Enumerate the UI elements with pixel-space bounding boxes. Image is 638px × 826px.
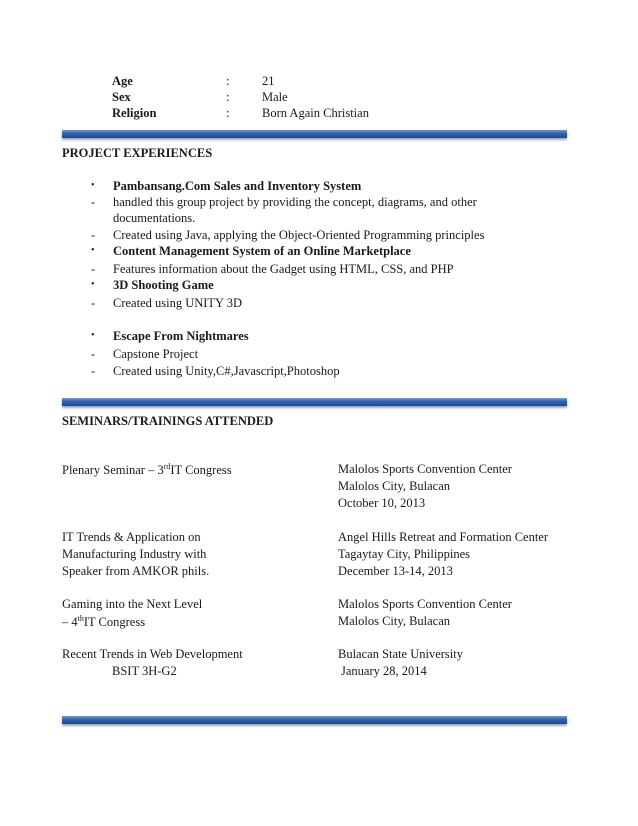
religion-value: Born Again Christian bbox=[262, 106, 369, 120]
seminar-date: October 10, 2013 bbox=[338, 496, 426, 510]
seminar-location: Malolos City, Bulacan bbox=[338, 479, 451, 493]
bullet-icon: • bbox=[91, 279, 95, 290]
seminar-venue: Bulacan State University bbox=[338, 647, 463, 661]
ordinal-suffix: rd bbox=[163, 462, 171, 471]
projects-heading: PROJECT EXPERIENCES bbox=[62, 146, 213, 160]
project-detail: Created using Unity,C#,Javascript,Photoshop bbox=[113, 364, 340, 378]
project-detail: documentations. bbox=[113, 211, 196, 225]
seminar-title-text: IT Congress bbox=[83, 615, 146, 630]
bullet-icon: • bbox=[91, 245, 95, 256]
dash-marker: - bbox=[91, 347, 96, 361]
section-divider bbox=[62, 398, 567, 406]
section-divider bbox=[62, 716, 567, 724]
ordinal-suffix: th bbox=[77, 614, 84, 623]
project-title: Pambansang.Com Sales and Inventory System bbox=[113, 179, 362, 193]
sex-value: Male bbox=[262, 90, 288, 104]
project-detail: Created using UNITY 3D bbox=[113, 296, 243, 310]
seminar-venue: Angel Hills Retreat and Formation Center bbox=[338, 530, 549, 544]
dash-marker: - bbox=[91, 228, 96, 242]
seminar-title: Gaming into the Next Level bbox=[62, 597, 203, 611]
seminar-title: Speaker from AMKOR phils. bbox=[62, 564, 210, 578]
section-divider bbox=[62, 130, 567, 138]
religion-label: Religion bbox=[112, 106, 157, 120]
project-detail: Created using Java, applying the Object-Oriented Programming principles bbox=[113, 228, 485, 242]
project-detail: Capstone Project bbox=[113, 347, 199, 361]
seminar-title bbox=[62, 462, 232, 478]
seminar-title bbox=[62, 614, 145, 630]
dash-marker: - bbox=[91, 262, 96, 276]
seminar-title: Manufacturing Industry with bbox=[62, 547, 207, 561]
seminar-location: Malolos City, Bulacan bbox=[338, 614, 451, 628]
sex-label: Sex bbox=[112, 90, 131, 104]
religion-sep: : bbox=[226, 106, 230, 120]
seminar-title-text: – 4 bbox=[62, 615, 78, 630]
dash-marker: - bbox=[91, 364, 96, 378]
seminars-heading: SEMINARS/TRAININGS ATTENDED bbox=[62, 414, 274, 428]
seminar-location: Tagaytay City, Philippines bbox=[338, 547, 470, 561]
seminar-date: December 13-14, 2013 bbox=[338, 564, 453, 578]
seminar-title: Recent Trends in Web Development bbox=[62, 647, 243, 661]
bullet-icon: • bbox=[91, 180, 95, 191]
seminar-title-text: Plenary Seminar – 3 bbox=[62, 463, 164, 478]
seminar-venue: Malolos Sports Convention Center bbox=[338, 462, 512, 476]
seminar-title: IT Trends & Application on bbox=[62, 530, 201, 544]
project-title: Content Management System of an Online Marketplace bbox=[113, 244, 411, 258]
project-detail: Features information about the Gadget using HTML, CSS, and PHP bbox=[113, 262, 454, 276]
sex-sep: : bbox=[226, 90, 230, 104]
bullet-icon: • bbox=[91, 330, 95, 341]
project-detail: handled this group project by providing the concept, diagrams, and other bbox=[113, 195, 477, 209]
project-title: 3D Shooting Game bbox=[113, 278, 214, 292]
seminar-date: January 28, 2014 bbox=[341, 664, 427, 678]
project-title: Escape From Nightmares bbox=[113, 329, 249, 343]
seminar-subtitle: BSIT 3H-G2 bbox=[112, 664, 177, 678]
dash-marker: - bbox=[91, 296, 96, 310]
seminar-title-text: IT Congress bbox=[170, 463, 232, 478]
seminar-venue: Malolos Sports Convention Center bbox=[338, 597, 512, 611]
dash-marker: - bbox=[91, 195, 96, 209]
age-value: 21 bbox=[262, 74, 275, 88]
age-label: Age bbox=[112, 74, 133, 88]
age-sep: : bbox=[226, 74, 230, 88]
